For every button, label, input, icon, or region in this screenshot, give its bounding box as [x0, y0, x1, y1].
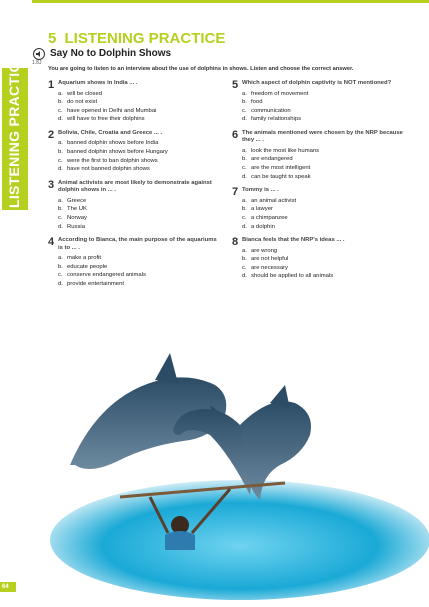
option-text: banned dolphin shows before Hungary: [67, 148, 168, 155]
answer-option[interactable]: [242, 155, 407, 164]
option-letter: c.: [58, 107, 63, 114]
option-letter: a.: [58, 90, 63, 97]
answer-option[interactable]: [58, 165, 223, 174]
option-letter: c.: [242, 107, 247, 114]
answer-option[interactable]: [58, 223, 223, 232]
option-text: educate people: [67, 263, 108, 270]
answer-options: [242, 247, 407, 281]
section-title: LISTENING PRACTICE: [64, 30, 226, 47]
option-letter: a.: [242, 147, 247, 154]
option-letter: b.: [242, 256, 247, 263]
question-number: 3: [48, 178, 55, 191]
question: [232, 130, 407, 181]
question: [232, 80, 407, 124]
answer-option[interactable]: [242, 107, 407, 116]
page-number: 64: [2, 584, 9, 590]
option-letter: b.: [242, 99, 247, 106]
question: [48, 180, 223, 231]
option-letter: c.: [58, 272, 63, 279]
option-letter: d.: [58, 223, 63, 230]
track-number: 1.8J: [32, 60, 42, 66]
question-number: 1: [48, 79, 55, 91]
option-text: communication: [251, 107, 291, 114]
option-text: do not exist: [67, 99, 98, 106]
option-letter: a.: [242, 90, 247, 97]
option-text: a chimpanzee: [251, 214, 288, 221]
option-letter: b.: [242, 156, 247, 163]
sidebar: [0, 0, 32, 607]
option-text: are wrong: [251, 247, 278, 254]
answer-option[interactable]: [58, 90, 223, 99]
option-letter: c.: [58, 214, 63, 221]
answer-options: [58, 139, 223, 173]
answer-options: [58, 90, 223, 124]
section-number: 5: [48, 30, 57, 47]
option-letter: a.: [58, 140, 63, 147]
question: [48, 80, 223, 124]
option-text: have opened in Delhi and Mumbai: [67, 107, 157, 114]
option-text: make a profit: [67, 255, 102, 262]
question-number: 6: [232, 128, 239, 141]
answer-option[interactable]: [242, 173, 407, 182]
top-accent-strip: [0, 0, 429, 3]
option-letter: c.: [58, 157, 63, 164]
answer-option[interactable]: [242, 90, 407, 99]
answer-option[interactable]: [242, 264, 407, 273]
option-letter: d.: [58, 116, 63, 123]
section-header: [48, 30, 225, 47]
option-text: Greece: [67, 197, 87, 204]
answer-option[interactable]: [58, 197, 223, 206]
option-text: freedom of movement: [251, 90, 309, 97]
answer-option[interactable]: [58, 157, 223, 166]
question-text: Aquarium shows in India ... .: [58, 80, 138, 86]
option-text: provide entertainment: [67, 280, 124, 287]
answer-option[interactable]: [58, 263, 223, 272]
question-number: 2: [48, 128, 55, 141]
option-letter: c.: [242, 214, 247, 221]
option-text: can be taught to speak: [251, 173, 311, 180]
question-number: 5: [232, 79, 239, 91]
option-letter: a.: [242, 197, 247, 204]
option-letter: d.: [242, 223, 247, 230]
question: [48, 237, 223, 288]
answer-option[interactable]: [58, 205, 223, 214]
option-text: Norway: [67, 214, 87, 221]
instructions: You are going to listen to an interview about the use of dolphins in shows. Listen and choose the correct answer.: [48, 66, 354, 72]
question-text: Animal activists are most likely to demonstrate against dolphin shows in ... .: [58, 179, 212, 194]
answer-option[interactable]: [58, 271, 223, 280]
option-text: are endangered: [251, 156, 293, 163]
dolphin-show-photo: [40, 325, 429, 600]
option-letter: d.: [58, 280, 63, 287]
answer-option[interactable]: [58, 139, 223, 148]
answer-option[interactable]: [58, 214, 223, 223]
option-text: have not banned dolphin shows: [67, 166, 150, 173]
answer-option[interactable]: [242, 272, 407, 281]
option-text: will be closed: [67, 90, 103, 97]
option-letter: c.: [242, 264, 247, 271]
option-text: are not helpful: [251, 256, 289, 263]
answer-options: [242, 147, 407, 181]
question-text: The animals mentioned were chosen by the NRP because they ... .: [242, 129, 403, 144]
audio-icon: [32, 48, 46, 60]
answer-options: [58, 197, 223, 231]
option-letter: b.: [242, 206, 247, 213]
option-letter: d.: [242, 173, 247, 180]
answer-option[interactable]: [58, 280, 223, 289]
option-letter: a.: [58, 197, 63, 204]
questions-left-column: [48, 80, 223, 295]
option-text: are the most intelligent: [251, 165, 311, 172]
sidebar-label: LISTENING PRACTICE: [6, 52, 22, 208]
answer-option[interactable]: [242, 197, 407, 206]
option-letter: c.: [242, 165, 247, 172]
option-text: look the most like humans: [251, 147, 320, 154]
question: [232, 237, 407, 281]
answer-option[interactable]: [58, 107, 223, 116]
answer-options: [242, 90, 407, 124]
answer-option[interactable]: [242, 147, 407, 156]
question-number: 4: [48, 236, 55, 249]
option-text: Russia: [67, 223, 86, 230]
answer-option[interactable]: [242, 205, 407, 214]
question-text: Bolivia, Chile, Croatia and Greece ... .: [58, 129, 163, 136]
question-text: Tommy is ... .: [242, 187, 279, 194]
option-letter: a.: [58, 255, 63, 262]
option-letter: b.: [58, 263, 63, 270]
option-letter: b.: [58, 206, 63, 213]
option-text: banned dolphin shows before India: [67, 140, 159, 147]
question-text: According to Bianca, the main purpose of the aquariums is to ... .: [58, 237, 217, 251]
option-text: conserve endangered animals: [67, 272, 146, 279]
option-letter: b.: [58, 99, 63, 106]
option-text: an animal activist: [251, 197, 297, 204]
option-text: a dolphin: [251, 223, 275, 230]
option-text: a lawyer: [251, 206, 273, 213]
answer-option[interactable]: [58, 254, 223, 263]
question-text: Bianca feels that the NRP's ideas ... .: [242, 237, 345, 244]
question: [232, 187, 407, 231]
answer-option[interactable]: [242, 247, 407, 256]
option-letter: d.: [242, 273, 247, 280]
answer-option[interactable]: [242, 164, 407, 173]
option-text: are necessary: [251, 264, 288, 271]
answer-option[interactable]: [242, 214, 407, 223]
answer-option[interactable]: [242, 115, 407, 124]
option-letter: d.: [242, 116, 247, 123]
option-letter: d.: [58, 166, 63, 173]
question-number: 8: [232, 236, 239, 249]
question-text: Which aspect of dolphin captivity is NOT mentioned?: [242, 80, 392, 86]
option-text: food: [251, 99, 263, 106]
answer-options: [58, 254, 223, 288]
answer-option[interactable]: [242, 255, 407, 264]
answer-option[interactable]: [58, 98, 223, 107]
option-text: The UK: [67, 206, 87, 213]
question: [48, 130, 223, 174]
answer-option[interactable]: [242, 98, 407, 107]
option-letter: b.: [58, 148, 63, 155]
option-text: should be applied to all animals: [251, 273, 334, 280]
option-letter: a.: [242, 247, 247, 254]
option-text: will have to free their dolphins: [67, 116, 145, 123]
answer-option[interactable]: [58, 148, 223, 157]
option-text: were the first to ban dolphin shows: [67, 157, 158, 164]
option-text: family relationships: [251, 116, 302, 123]
lesson-subtitle: Say No to Dolphin Shows: [50, 48, 172, 59]
questions-right-column: [232, 80, 407, 287]
question-number: 7: [232, 186, 239, 199]
answer-options: [242, 197, 407, 231]
answer-option[interactable]: [58, 115, 223, 124]
answer-option[interactable]: [242, 223, 407, 232]
